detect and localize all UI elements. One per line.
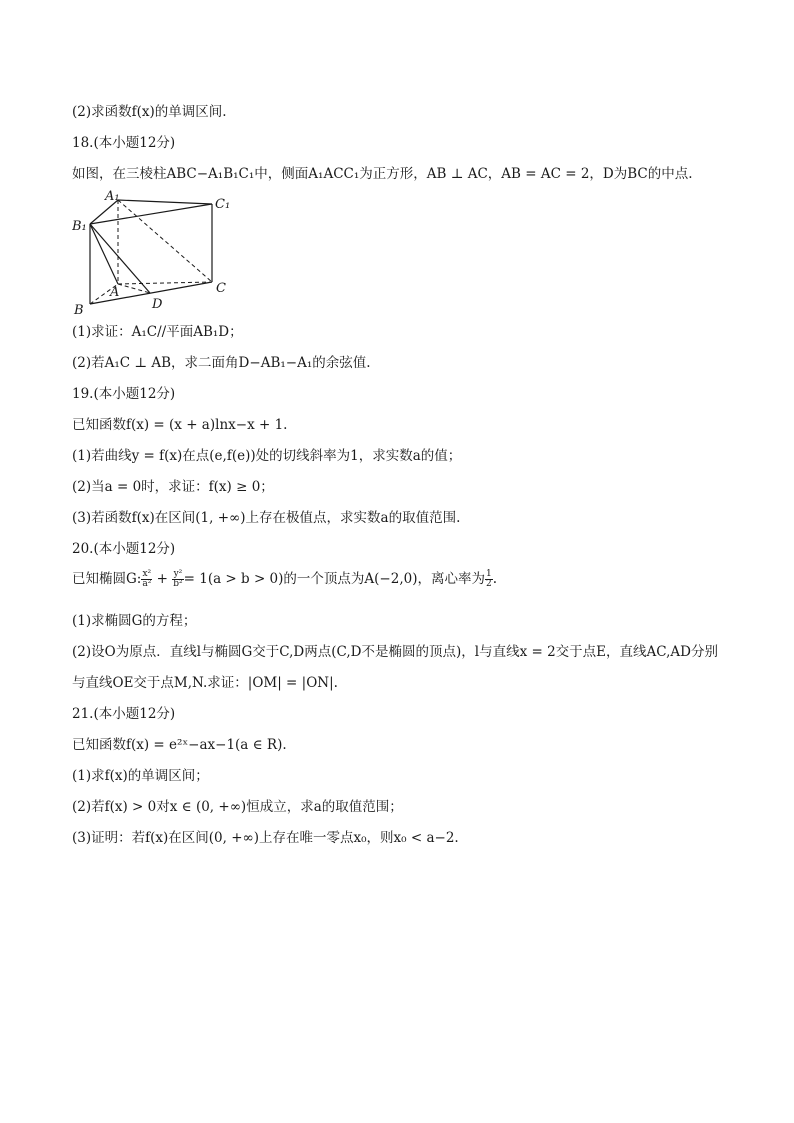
q21-part3: (3)证明：若f(x)在区间(0, +∞)上存在唯一零点x₀，则x₀ < a−2.: [72, 830, 459, 846]
q17-part2: (2)求函数f(x)的单调区间.: [72, 104, 227, 120]
q18-statement: 如图，在三棱柱ABC−A₁B₁C₁中，侧面A₁ACC₁为正方形，AB ⊥ AC，AB = AC = 2，D为BC的中点.: [72, 166, 693, 182]
prism-figure: [72, 190, 242, 320]
q19-part3: (3)若函数f(x)在区间(1, +∞)上存在极值点，求实数a的取值范围.: [72, 510, 461, 526]
q18-part1: (1)求证：A₁C//平面AB₁D；: [72, 324, 243, 340]
q18-heading: 18.(本小题12分): [72, 135, 176, 151]
eccentricity-fraction: [485, 570, 493, 589]
edge-a1c1: [118, 200, 212, 204]
q18-part2: (2)若A₁C ⊥ AB，求二面角D−AB₁−A₁的余弦值.: [72, 355, 371, 371]
edge-ad-hidden: [118, 284, 150, 293]
q21-part2: (2)若f(x) > 0对x ∈ (0, +∞)恒成立，求a的取值范围；: [72, 799, 403, 815]
edge-b1c1: [90, 204, 212, 224]
q21-statement: 已知函数f(x) = e²ˣ−ax−1(a ∈ R).: [72, 737, 287, 753]
ecc-numerator: 1: [485, 569, 492, 579]
label-d: D: [152, 297, 163, 312]
label-c: C: [216, 281, 226, 296]
label-a1: A₁: [105, 190, 120, 204]
prism-diagram: [72, 190, 242, 320]
q19-part1: (1)若曲线y = f(x)在点(e,f(e))处的切线斜率为1，求实数a的值；: [72, 448, 462, 464]
label-a: A: [110, 285, 120, 300]
edge-b1d: [90, 224, 150, 293]
edge-b1a: [90, 224, 118, 284]
q20-part1: (1)求椭圆G的方程；: [72, 613, 197, 629]
y-denominator: b²: [173, 579, 183, 589]
q19-part2: (2)当a = 0时，求证：f(x) ≥ 0；: [72, 479, 274, 495]
x-denominator: a²: [142, 579, 152, 589]
edge-ac-hidden: [118, 282, 212, 284]
y-numerator: y²: [173, 569, 183, 579]
q20-condition: (a > b > 0)的一个顶点为A(−2,0)，离心率为: [207, 571, 485, 587]
label-b1: B₁: [72, 219, 87, 234]
x-fraction: [141, 570, 152, 589]
label-c1: C₁: [215, 197, 231, 212]
q19-heading: 19.(本小题12分): [72, 386, 176, 402]
q20-statement: [72, 570, 497, 589]
q20-heading: 20.(本小题12分): [72, 541, 176, 557]
q20-part2-line1: (2)设O为原点．直线l与椭圆G交于C,D两点(C,D不是椭圆的顶点)，l与直线x = 2交于点E，直线AC,AD分别: [72, 644, 718, 660]
ecc-denominator: 2: [485, 579, 492, 589]
q21-heading: 21.(本小题12分): [72, 706, 176, 722]
q19-statement: 已知函数f(x) = (x + a)lnx−x + 1.: [72, 417, 288, 433]
label-b: B: [74, 303, 84, 318]
q20-period: .: [492, 571, 498, 587]
x-numerator: x²: [142, 569, 152, 579]
q20-part2-line2: 与直线OE交于点M,N.求证：|OM| = |ON|.: [72, 675, 338, 691]
edge-bc: [90, 282, 212, 304]
q21-part1: (1)求f(x)的单调区间；: [72, 768, 209, 784]
equation-rhs: = 1: [183, 571, 208, 587]
y-fraction: [172, 570, 183, 589]
plus-sign: +: [156, 571, 168, 587]
q20-intro: 已知椭圆G:: [72, 571, 142, 587]
